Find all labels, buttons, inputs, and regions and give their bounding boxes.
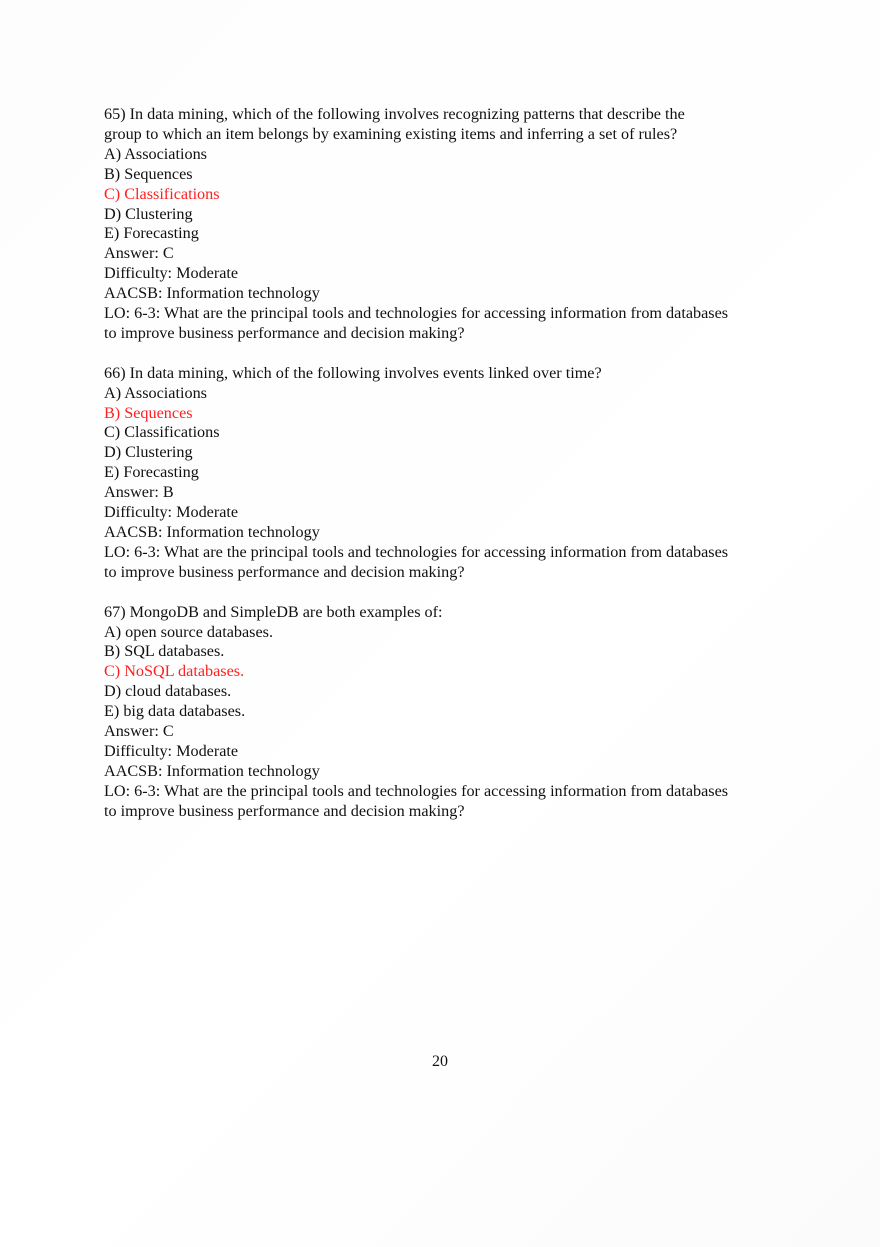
option-c-correct: C) NoSQL databases. bbox=[104, 662, 245, 681]
option-b: B) Sequences bbox=[104, 164, 193, 183]
page-number: 20 bbox=[432, 1053, 448, 1070]
difficulty-line: Difficulty: Moderate bbox=[104, 503, 239, 522]
answer-line: Answer: B bbox=[104, 483, 174, 502]
difficulty-line: Difficulty: Moderate bbox=[104, 264, 239, 283]
learning-objective-line: LO: 6-3: What are the principal tools and technologies for accessing information from databases bbox=[104, 781, 729, 800]
option-a: A) Associations bbox=[104, 144, 207, 163]
learning-objective-line: to improve business performance and decision making? bbox=[104, 562, 465, 581]
option-b-correct: B) Sequences bbox=[104, 403, 193, 422]
learning-objective-line: to improve business performance and decision making? bbox=[104, 323, 465, 342]
learning-objective-line: to improve business performance and decision making? bbox=[104, 801, 465, 820]
question-stem-line: 65) In data mining, which of the following involves recognizing patterns that describe the bbox=[104, 105, 685, 123]
question-stem-line: 67) MongoDB and SimpleDB are both examples of: bbox=[104, 602, 443, 621]
option-d: D) Clustering bbox=[104, 204, 193, 223]
option-e: E) Forecasting bbox=[104, 463, 199, 482]
question-67 bbox=[104, 603, 794, 822]
question-stem-line: 66) In data mining, which of the following involves events linked over time? bbox=[104, 363, 602, 382]
option-c: C) Classifications bbox=[104, 423, 220, 442]
answer-line: Answer: C bbox=[104, 722, 174, 741]
difficulty-line: Difficulty: Moderate bbox=[104, 741, 239, 760]
learning-objective-line: LO: 6-3: What are the principal tools and technologies for accessing information from databases bbox=[104, 304, 729, 323]
answer-line: Answer: C bbox=[104, 244, 174, 263]
option-a: A) Associations bbox=[104, 383, 207, 402]
option-e: E) Forecasting bbox=[104, 224, 199, 243]
question-stem-line: group to which an item belongs by examining existing items and inferring a set of rules? bbox=[104, 124, 678, 143]
option-c-correct: C) Classifications bbox=[104, 184, 220, 203]
aacsb-line: AACSB: Information technology bbox=[104, 284, 320, 303]
question-66 bbox=[104, 364, 794, 583]
option-b: B) SQL databases. bbox=[104, 642, 225, 661]
question-65 bbox=[104, 105, 794, 344]
option-e: E) big data databases. bbox=[104, 702, 246, 721]
question-list bbox=[104, 105, 794, 841]
aacsb-line: AACSB: Information technology bbox=[104, 523, 320, 542]
aacsb-line: AACSB: Information technology bbox=[104, 761, 320, 780]
option-a: A) open source databases. bbox=[104, 622, 274, 641]
learning-objective-line: LO: 6-3: What are the principal tools and technologies for accessing information from databases bbox=[104, 542, 729, 561]
option-d: D) Clustering bbox=[104, 443, 193, 462]
option-d: D) cloud databases. bbox=[104, 682, 232, 701]
